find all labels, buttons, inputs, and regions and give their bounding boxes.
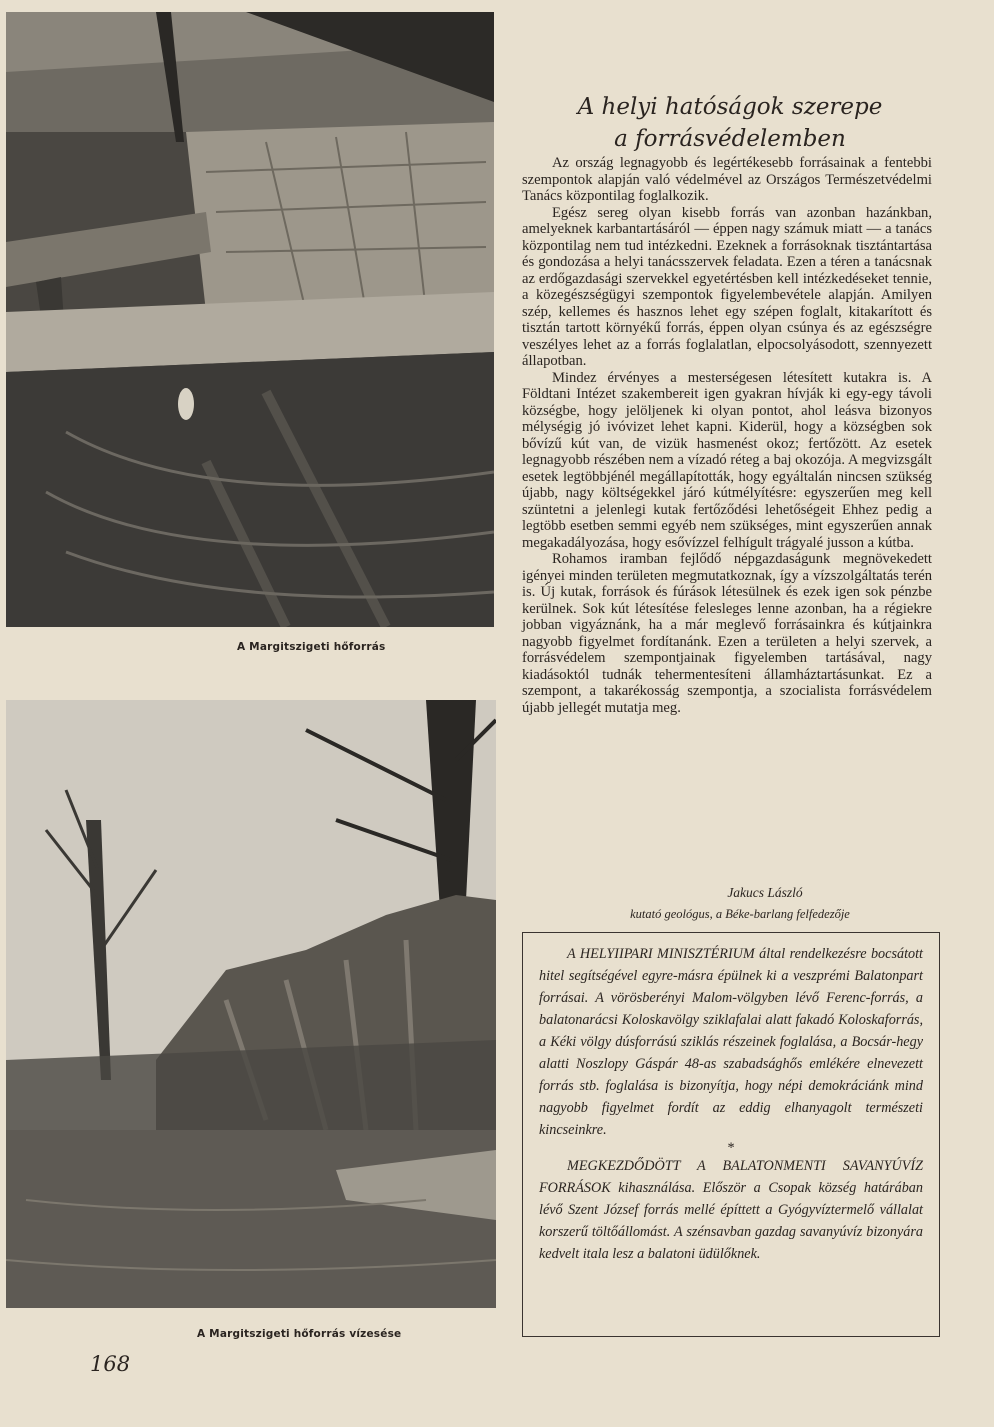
author-title: kutató geológus, a Béke-barlang felfedezője	[630, 907, 850, 921]
waterfall-photo-illustration	[6, 700, 496, 1308]
article-paragraph: Egész sereg olyan kisebb forrás van azonban hazánkban, amelyeknek karbantartásáról — éppen nagy számuk miatt — a tanács központilag nem tud intézkedni. Ezeknek a forrásoknak tisztántartása és gondozása a helyi tanácsszervek feladata. Ezen a téren a tanácsnak az erdőgazdasági szervekkel egyetértésben kell intézkedéseket tennie, a közegészségügyi szempontok figyelembevétele alapján. Amilyen szép, kellemes és hasznos lehet egy szépen foglalt, kitakarított és tisztán tartott környékű forrás, éppen olyan csúnya és az egészségre veszélyes lehet az a forrás foglalatlan, elpocsolyásodott, szennyezett állapotban.	[522, 204, 932, 369]
article-title-line2: a forrásvédelemben	[614, 126, 846, 152]
news-box-paragraph: MEGKEZDŐDÖTT A BALATONMENTI SAVANYÚVÍZ FORRÁSOK kihasználása. Először a Csopak község határában lévő Szent József forrás mellé építtett a Gyógyvíztermelő vállalat korszerű töltőállomást. A szénsavban gazdag savanyúvíz bizonyára kedvelt itala lesz a balatoni üdülőknek.	[539, 1158, 923, 1262]
article-paragraph: Mindez érvényes a mesterségesen létesített kutakra is. A Földtani Intézet szakembereit igen gyakran hívják ki egy-egy távoli községbe, hogy jelöljenek ki olyan pontot, ahol leásva bizonyos mélységig jó ivóvizet lehet kapni. Kiderül, hogy a községben sok bővízű kút van, de vizük hasmenést okoz; fertőzött. Az esetek legnagyobb részében nem a vízadó réteg a baj okozója. A megvizsgált esetek legtöbbjénél megállapították, hogy egyáltalán nincsen szükség újabb, nagy költségekkel járó kútmélyítésre: egyszerűen meg kell szüntetni a jelenlegi kutak fertőződési lehetőségeit Ehhez pedig a legtöbb esetben semmi egyéb nem szükséges, mint egyszerűen annak megakadályozása, hogy esővízzel felhígult trágyalé jusson a kútba.	[522, 369, 932, 551]
separator-star: *	[727, 1140, 735, 1156]
page-number: 168	[90, 1352, 131, 1376]
photo-caption: A Margitszigeti hőforrás vízesése	[197, 1328, 402, 1340]
photo-margitsziget-spring	[6, 12, 494, 627]
news-box-paragraph: A HELYIIPARI MINISZTÉRIUM által rendelkezésre bocsátott hitel segítségével egyre-másra épülnek ki a veszprémi Balatonpart forrásai. A vörösberényi Malom-völgyben lévő Ferenc-forrás, a balatonarácsi Koloskavölgy sziklafalai alatt fakadó Koloskaforrás, a Kéki völgy dúsforrású sziklás részeinek foglalása, a Bocsár-hegy alatti Noszlopy Gáspár 48-as szabadsághős emlékére elnevezett forrás stb. foglalása is bizonyítja, hogy népi demokráciánk mind nagyobb figyelmet fordít az eddig elhanyagolt természeti kincseinkre.	[539, 946, 923, 1138]
photo-margitsziget-waterfall	[6, 700, 496, 1308]
article-body	[522, 155, 932, 716]
spring-photo-illustration	[6, 12, 494, 627]
news-box	[522, 932, 940, 1337]
article-paragraph: Az ország legnagyobb és legértékesebb forrásainak a fentebbi szempontok alapján való védelmével az Országos Természetvédelmi Tanács központilag foglalkozik.	[522, 155, 932, 204]
author-name: Jakucs László	[727, 885, 803, 900]
article-title-line1: A helyi hatóságok szerepe	[577, 94, 883, 120]
photo-caption: A Margitszigeti hőforrás	[237, 641, 386, 653]
article-paragraph: Rohamos iramban fejlődő népgazdaságunk megnövekedett igényei minden területen megmutatkoznak, így a vízszolgáltatás terén is. Új kutak, források és fúrások létesülnek és ezek igen sok pénzbe kerülnek. Sok kút létesítése felesleges lenne azonban, ha a régiekre jobban vigyáznánk, ha a már meglevő forrásainkra és kútjainkra nagyobb figyelmet fordítanánk. Ezen a területen a helyi szervek, a forrásvédelem szempontjainak figyelemben tartásával, nagy kiadásoktól tudnák tehermentesíteni államháztartásunkat. Ez a szempont, a takarékosság szempontja, a szocialista forrásvédelem újabb jellegét mutatja meg.	[522, 551, 932, 716]
